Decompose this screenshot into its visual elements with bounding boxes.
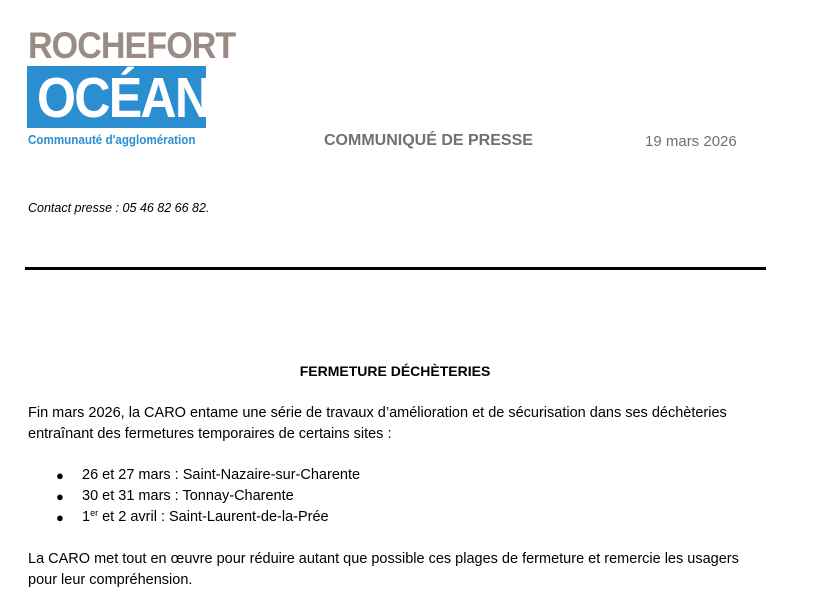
bullet-icon: ● — [56, 468, 64, 483]
list-item-text: 1 — [82, 509, 91, 525]
list-item-text: 30 et 31 mars : Tonnay-Charente — [82, 488, 294, 504]
bullet-icon: ● — [56, 510, 64, 525]
rochefort-ocean-logo — [27, 25, 236, 156]
logo-blue-box — [27, 66, 210, 130]
ordinal-superscript: er — [90, 508, 99, 518]
bullet-icon: ● — [56, 489, 64, 504]
press-release-title: COMMUNIQUÉ DE PRESSE — [324, 132, 533, 149]
list-item — [28, 507, 360, 528]
closing-paragraph: La CARO met tout en œuvre pour réduire autant que possible ces plages de fermeture et remercie les usagers pour leur compréhension. — [28, 551, 739, 588]
article-heading: FERMETURE DÉCHÈTERIES — [299, 363, 491, 379]
logo-top-text: ROCHEFORT — [28, 25, 236, 66]
header-divider — [25, 267, 766, 270]
list-item — [28, 465, 360, 486]
logo-main-text: OCÉAN — [37, 66, 210, 130]
list-item — [28, 486, 360, 507]
list-item-text: 26 et 27 mars : Saint-Nazaire-sur-Charente — [82, 467, 361, 483]
list-item-text-rest: et 2 avril : Saint-Laurent-de-la-Prée — [98, 509, 329, 525]
press-contact: Contact presse : 05 46 82 66 82. — [28, 201, 210, 215]
logo-subtitle: Communauté d'agglomération — [28, 133, 196, 147]
press-release-date: 19 mars 2026 — [645, 133, 737, 150]
closure-list — [28, 465, 360, 528]
intro-paragraph: Fin mars 2026, la CARO entame une série de travaux d’amélioration et de sécurisation dans ses déchèteries entraînant des fermetures temporaires de certains sites : — [28, 405, 727, 442]
